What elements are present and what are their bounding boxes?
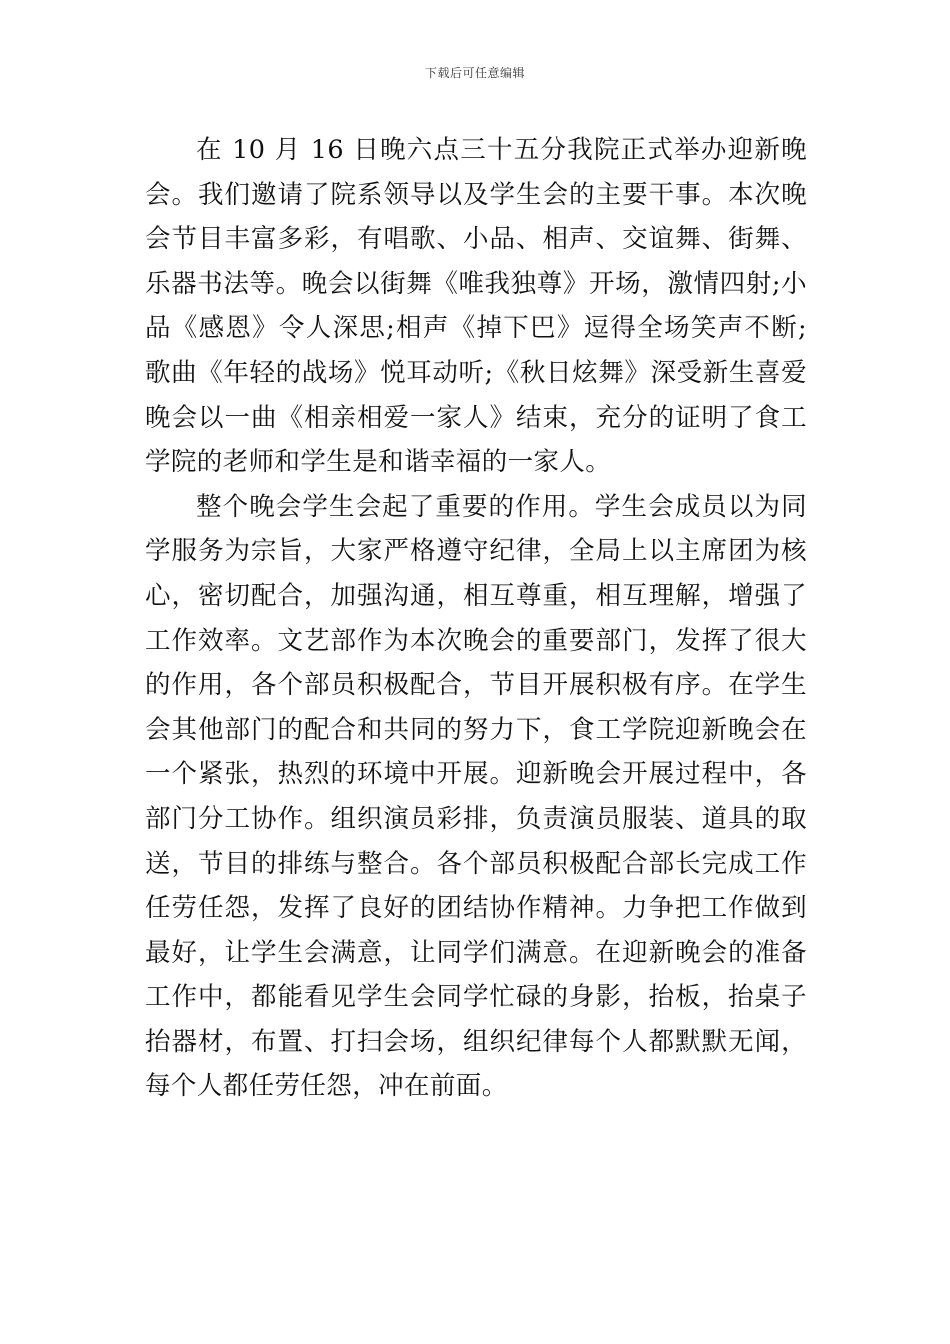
paragraph-1: 在 10 月 16 日晚六点三十五分我院正式举办迎新晚会。我们邀请了院系领导以及学生会的主要干事。本次晚会节目丰富多彩，有唱歌、小品、相声、交谊舞、街舞、乐器书法等。晚会以街舞《唯我独尊》开场，激情四射;小品《感恩》令人深思;相声《掉下巴》逗得全场笑声不断;歌曲《年轻的战场》悦耳动听;《秋日炫舞》深受新生喜爱晚会以一曲《相亲相爱一家人》结束，充分的证明了食工学院的老师和学生是和谐幸福的一家人。 xyxy=(145,135,807,478)
page-header: 下载后可任意编辑 xyxy=(424,66,525,80)
paragraph-2: 整个晚会学生会起了重要的作用。学生会成员以为同学服务为宗旨，大家严格遵守纪律，全局上以主席团为核心，密切配合，加强沟通，相互尊重，相互理解，增强了工作效率。文艺部作为本次晚会的重要部门，发挥了很大的作用，各个部员积极配合，节目开展积极有序。在学生会其他部门的配合和共同的努力下，食工学院迎新晚会在一个紧张，热烈的环境中开展。迎新晚会开展过程中，各部门分工协作。组织演员彩排，负责演员服装、道具的取送，节目的排练与整合。各个部员积极配合部长完成工作任劳任怨，发挥了良好的团结协作精神。力争把工作做到最好，让学生会满意，让同学们满意。在迎新晚会的准备工作中，都能看见学生会同学忙碌的身影，抬板，抬桌子抬器材，布置、打扫会场，组织纪律每个人都默默无闻，每个人都任劳任怨，冲在前面。 xyxy=(145,491,807,1102)
document-body xyxy=(145,128,807,1109)
